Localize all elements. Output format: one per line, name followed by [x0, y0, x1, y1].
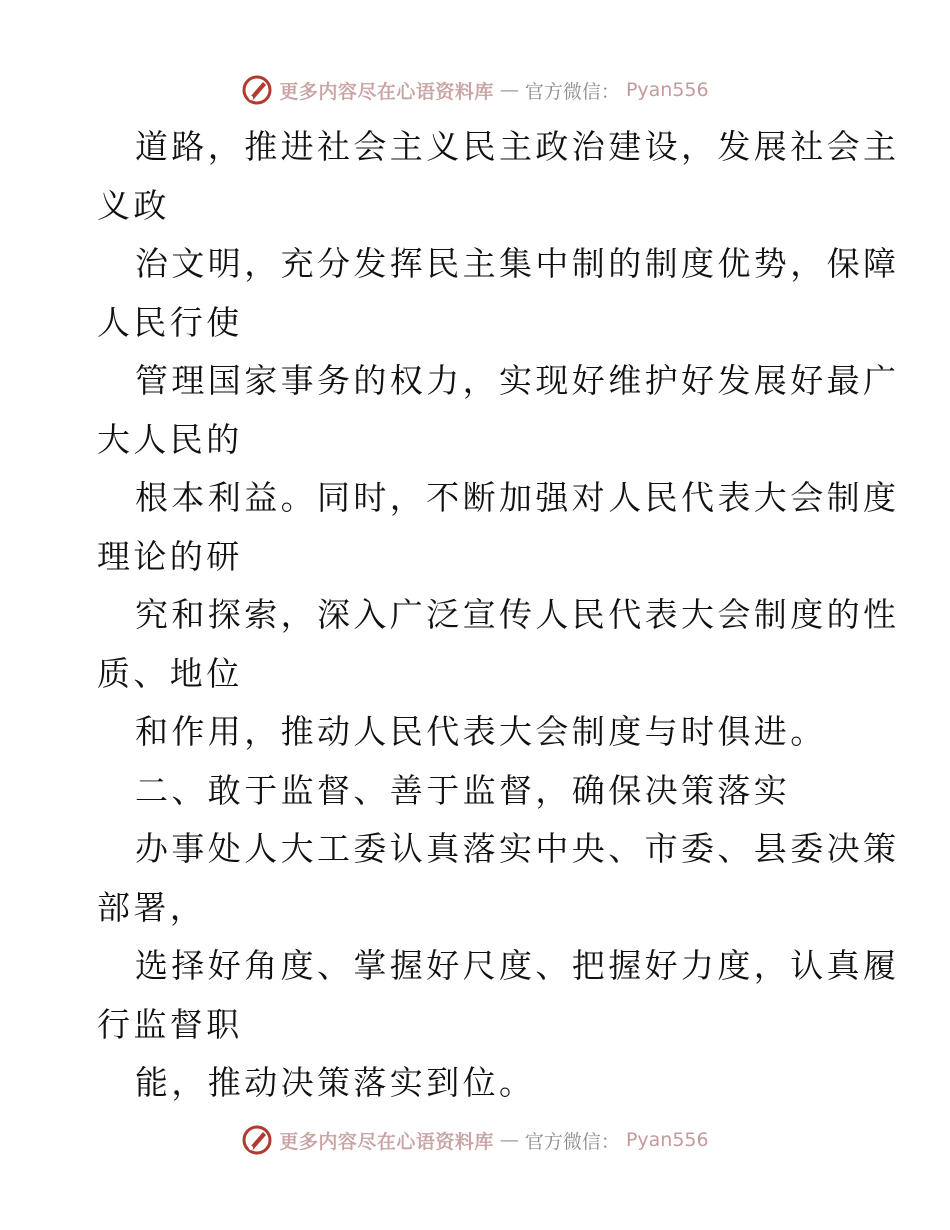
- banner-wechat-label: 官方微信：: [524, 1130, 620, 1153]
- banner-wechat-id: Pyan556: [625, 79, 709, 101]
- text-line: 办事处人大工委认真落实中央、市委、县委决策: [135, 829, 900, 868]
- banner-separator: —: [499, 79, 519, 101]
- text-line: 部署，: [97, 887, 207, 927]
- banner-separator: —: [499, 1129, 519, 1151]
- text-line: 管理国家事务的权力，实现好维护好发展好最广: [135, 361, 900, 400]
- banner-wechat-label: 官方微信：: [524, 80, 620, 103]
- text-line: 道路，推进社会主义民主政治建设，发展社会主: [135, 127, 900, 166]
- text-line: 人民行使: [97, 302, 243, 342]
- section-heading: 二、敢于监督、善于监督，确保决策落实: [135, 770, 791, 810]
- footer-banner-inner: [241, 1124, 708, 1156]
- banner-text: 更多内容尽在心语资料库: [279, 80, 494, 103]
- header-banner: [0, 70, 950, 110]
- text-line: 根本利益。同时，不断加强对人民代表大会制度: [135, 478, 900, 517]
- pen-logo-icon: [241, 74, 273, 106]
- banner-text: 更多内容尽在心语资料库: [279, 1130, 494, 1153]
- pen-logo-icon: [241, 1124, 273, 1156]
- text-line: 质、地位: [97, 653, 243, 693]
- text-line: 行监督职: [97, 1004, 243, 1044]
- text-line: 治文明，充分发挥民主集中制的制度优势，保障: [135, 244, 900, 283]
- header-banner-inner: [241, 74, 708, 106]
- document-body: [97, 118, 900, 1113]
- text-line: 义政: [97, 185, 170, 225]
- text-line: 和作用，推动人民代表大会制度与时俱进。: [135, 712, 827, 751]
- text-line: 理论的研: [97, 536, 243, 576]
- text-line: 能，推动决策落实到位。: [135, 1063, 536, 1102]
- text-line: 选择好角度、掌握好尺度、把握好力度，认真履: [135, 946, 900, 985]
- banner-wechat-id: Pyan556: [625, 1129, 709, 1151]
- footer-banner: [0, 1120, 950, 1160]
- text-line: 大人民的: [97, 419, 243, 459]
- text-line: 究和探索，深入广泛宣传人民代表大会制度的性: [135, 595, 900, 634]
